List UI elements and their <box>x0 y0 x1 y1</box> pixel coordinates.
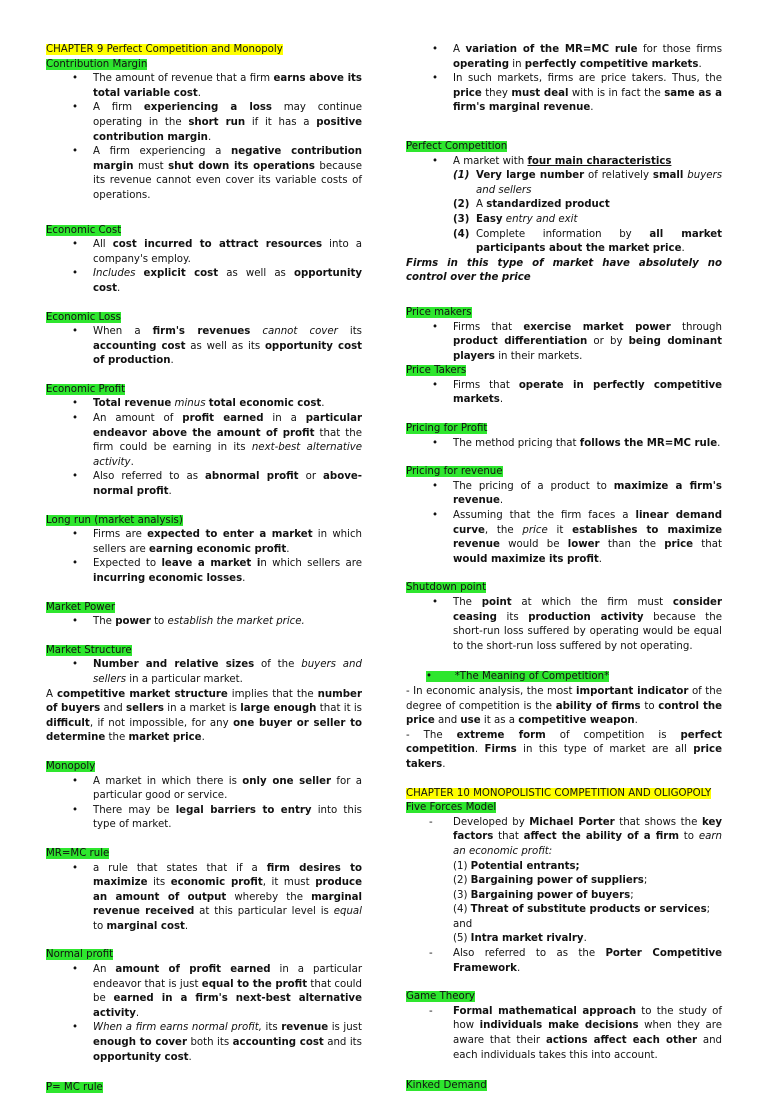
heading-price-takers: Price Takers <box>406 365 467 377</box>
price-takers-list <box>406 379 722 408</box>
list-item: • An amount of profit earned in a particular endeavor above the amount of profit that the firm could be earning in its next-best alternative activity. <box>46 412 362 470</box>
pricing-revenue-list <box>406 480 722 568</box>
economic-loss-list <box>46 325 362 369</box>
list-item: - Also referred to as the Porter Competitive Framework. <box>406 947 722 976</box>
list-item: (4) Complete information by all market participants about the market price. <box>453 228 722 255</box>
mr-mc-list <box>46 862 362 935</box>
list-item: • The pricing of a product to maximize a firm's revenue. <box>406 480 722 509</box>
list-item: (2) A standardized product <box>453 199 610 211</box>
monopoly-list <box>46 775 362 833</box>
contribution-margin-list <box>46 72 362 203</box>
force-item: (4) Threat of substitute products or services; and <box>453 904 711 930</box>
list-item: • The power to establish the market price. <box>46 615 362 630</box>
market-power-list <box>46 615 362 630</box>
list-item: • The method pricing that follows the MR=MC rule. <box>406 437 722 452</box>
heading-economic-cost: Economic Cost <box>46 224 122 236</box>
list-item: • Firms that operate in perfectly competitive markets. <box>406 379 722 408</box>
heading-economic-loss: Economic Loss <box>46 311 121 323</box>
list-item: • A firm experiencing a negative contribution margin must shut down its operations because its revenue cannot even cover its variable costs of operations. <box>46 145 362 203</box>
perfect-competition-list <box>406 155 722 170</box>
list-item: • Number and relative sizes of the buyers and sellers in a particular market. <box>46 658 362 687</box>
list-item: • All cost incurred to attract resources into a company's employ. <box>46 238 362 267</box>
five-forces-alias-list <box>406 947 722 976</box>
normal-profit-list <box>46 963 362 1065</box>
heading-p-mc-rule: P= MC rule <box>46 1082 103 1094</box>
heading-normal-profit: Normal profit <box>46 949 114 961</box>
list-item: • Firms are expected to enter a market in which sellers are earning economic profit. <box>46 528 362 557</box>
list-item: • Also referred to as abnormal profit or above-normal profit. <box>46 470 362 499</box>
heading-mr-mc-rule: MR=MC rule <box>46 847 110 859</box>
pricing-profit-list <box>406 437 722 452</box>
meaning-paragraph-1: - In economic analysis, the most important indicator of the degree of competition is the ability of firms to control the price and use it as a competitive weapon. <box>406 685 722 727</box>
game-theory-list <box>406 1005 722 1063</box>
right-column <box>406 43 722 1094</box>
shutdown-list <box>406 596 722 654</box>
heading-five-forces-model: Five Forces Model <box>406 802 497 814</box>
perfect-competition-note: Firms in this type of market have absolutely no control over the price <box>406 257 722 284</box>
heading-kinked-demand: Kinked Demand <box>406 1080 487 1092</box>
list-item: • There may be legal barriers to entry into this type of market. <box>46 804 362 833</box>
list-item: • A variation of the MR=MC rule for those firms operating in perfectly competitive markets. <box>406 43 722 72</box>
heading-economic-profit: Economic Profit <box>46 383 126 395</box>
characteristics-list <box>406 169 722 257</box>
force-item: (5) Intra market rivalry. <box>453 933 587 945</box>
list-item: (1) Very large number of relatively small buyers and sellers <box>453 170 722 196</box>
list-item: • Total revenue minus total economic cost. <box>46 397 362 412</box>
list-item: • A market in which there is only one seller for a particular good or service. <box>46 775 362 804</box>
heading-pricing-for-profit: Pricing for Profit <box>406 423 488 435</box>
heading-long-run: Long run (market analysis) <box>46 514 183 526</box>
list-item: • The amount of revenue that a firm earns above its total variable cost. <box>46 72 362 101</box>
heading-market-structure: Market Structure <box>46 644 132 656</box>
heading-meaning-of-competition: • *The Meaning of Competition* <box>426 671 610 683</box>
list-item: - Developed by Michael Porter that shows the key factors that affect the ability of a firm to earn an economic profit: <box>406 816 722 860</box>
economic-profit-list <box>46 397 362 499</box>
five-forces-list <box>406 816 722 860</box>
list-item: • Expected to leave a market in which sellers are incurring economic losses. <box>46 557 362 586</box>
chapter-9-title: CHAPTER 9 Perfect Competition and Monopoly <box>46 44 283 55</box>
heading-monopoly: Monopoly <box>46 760 96 772</box>
long-run-list <box>46 528 362 586</box>
list-item: • A market with four main characteristics <box>406 155 722 170</box>
list-item: • The point at which the firm must consider ceasing its production activity because the short-run loss suffered by operating would be equal to the short-run loss suffered by not operating. <box>406 596 722 654</box>
list-item: • An amount of profit earned in a particular endeavor that is just equal to the profit that could be earned in a firm's next-best alternative activity. <box>46 963 362 1021</box>
force-item: (1) Potential entrants; <box>453 860 580 872</box>
market-structure-list <box>46 658 362 687</box>
force-item: (2) Bargaining power of suppliers; <box>453 875 648 887</box>
list-item: • When a firm earns normal profit, its revenue is just enough to cover both its accounting cost and its opportunity cost. <box>46 1021 362 1065</box>
left-column <box>46 43 362 1096</box>
market-structure-paragraph: A competitive market structure implies that the number of buyers and sellers in a market is large enough that it is difficult, if not impossible, for any one buyer or seller to determine the market price. <box>46 688 362 744</box>
list-item: • Firms that exercise market power through product differentiation or by being dominant players in their markets. <box>406 321 722 365</box>
heading-price-makers: Price makers <box>406 306 472 318</box>
heading-contribution-margin: Contribution Margin <box>46 58 148 70</box>
economic-cost-list <box>46 238 362 296</box>
list-item: (3) Easy entry and exit <box>453 213 578 225</box>
price-makers-list <box>406 321 722 365</box>
list-item: • Assuming that the firm faces a linear demand curve, the price it establishes to maximize revenue would be lower than the price that would maximize its profit. <box>406 509 722 567</box>
heading-perfect-competition: Perfect Competition <box>406 140 508 152</box>
list-item: • A firm experiencing a loss may continue operating in the short run if it has a positive contribution margin. <box>46 101 362 145</box>
list-item: • Includes explicit cost as well as opportunity cost. <box>46 267 362 296</box>
list-item: • In such markets, firms are price takers. Thus, the price they must deal with is in fact the same as a firm's marginal revenue. <box>406 72 722 116</box>
heading-market-power: Market Power <box>46 601 116 613</box>
list-item: • When a firm's revenues cannot cover its accounting cost as well as its opportunity cost of production. <box>46 325 362 369</box>
force-item: (3) Bargaining power of buyers; <box>453 889 634 901</box>
heading-shutdown-point: Shutdown point <box>406 582 487 594</box>
heading-game-theory: Game Theory <box>406 991 475 1003</box>
chapter-10-title: CHAPTER 10 MONOPOLISTIC COMPETITION AND OLIGOPOLY <box>406 787 712 799</box>
list-item: - Formal mathematical approach to the study of how individuals make decisions when they are aware that their actions affect each other and each individuals takes this into account. <box>406 1005 722 1063</box>
meaning-paragraph-2: - The extreme form of competition is perfect competition. Firms in this type of market are all price takers. <box>406 729 722 770</box>
list-item: • a rule that states that if a firm desires to maximize its economic profit, it must produce an amount of output whereby the marginal revenue received at this particular level is equal to marginal cost. <box>46 862 362 935</box>
p-mc-rule-list <box>406 43 722 116</box>
heading-pricing-for-revenue: Pricing for revenue <box>406 466 503 478</box>
